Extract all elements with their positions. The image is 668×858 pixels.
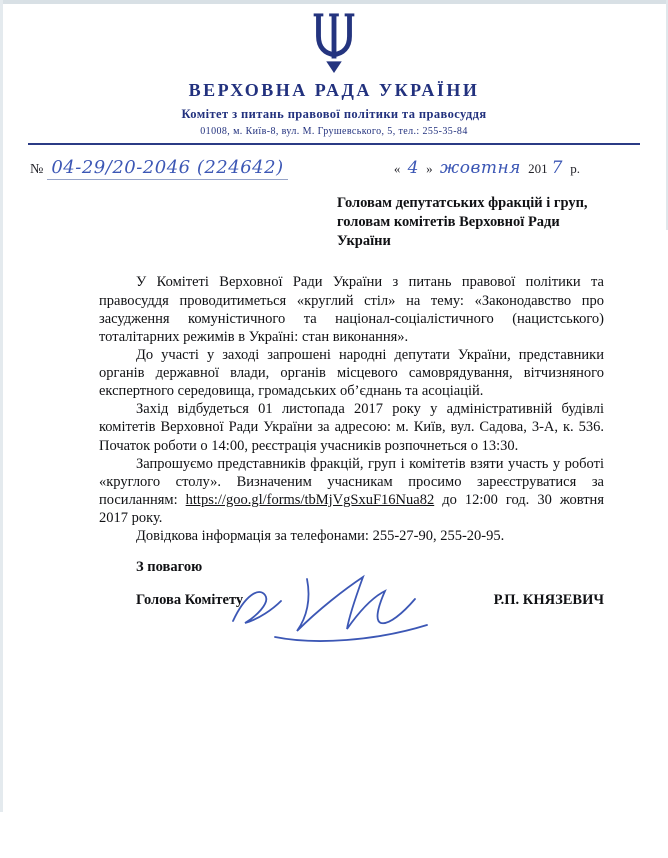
- document-date: [394, 158, 580, 178]
- year-suffix: р.: [570, 161, 580, 176]
- date-quote-close: »: [426, 161, 433, 176]
- organization-name: ВЕРХОВНА РАДА УКРАЇНИ: [188, 80, 480, 100]
- outgoing-number: [30, 157, 288, 178]
- paragraph-registration: [99, 455, 604, 528]
- addressee-line: головам комітетів Верховної Ради: [337, 214, 560, 231]
- scan-edge-artifact: [0, 0, 668, 4]
- number-sign: №: [30, 162, 44, 177]
- registration-link[interactable]: https://goo.gl/forms/tbMjVgSxuF16Nua82: [185, 491, 435, 508]
- ukraine-trident-emblem-icon: [0, 12, 668, 74]
- letterhead: [0, 0, 668, 145]
- paragraph-venue: Захід відбудеться 01 листопада 2017 року у адміністративній будівлі комітетів Верховної Ради України за адресою: м. Київ, вул. Садова, 3-А, к. 536. Початок роботи о 14:00, реєстрація учасників розпочнеться о 13:30.: [99, 401, 604, 454]
- handwritten-day: 4: [407, 158, 419, 178]
- paragraph-participants: До участі у заході запрошені народні депутати України, представники органів державної влади, органів місцевого самоврядування, вітчизняного експертного середовища, громадських об’єднань та асоціацій.: [99, 346, 604, 400]
- signer-name: Р.П. КНЯЗЕВИЧ: [493, 592, 604, 609]
- handwritten-year-digit: 7: [551, 158, 563, 178]
- addressee-line: України: [337, 233, 391, 250]
- addressee-block: [337, 194, 668, 251]
- closing-phrase: З повагою: [136, 559, 203, 576]
- address-line: 01008, м. Київ-8, вул. М. Грушевського, 5, тел.: 255-35-84: [200, 126, 468, 137]
- year-printed: 201: [528, 161, 548, 176]
- registration-text-after: до 12:00 год. 30 жовтня 2017 року.: [99, 491, 604, 526]
- date-quote-open: «: [393, 161, 401, 176]
- paragraph-topic: У Комітеті Верховної Ради України з питань правової політики та правосуддя проводитиметься «круглий стіл» на тему: «Законодавство про засудження комуністичного та націонал-соціалістичного (нацистського) тоталітарних режимів в Україні: стан виконання».: [99, 274, 604, 345]
- registration-text-before: Запрошуємо представників фракцій, груп і комітетів взяти участь у роботі «круглого столу». Визначеним учасникам просимо зареєструватися за посиланням:: [99, 455, 604, 508]
- signature-block: [0, 559, 668, 609]
- reference-row: [0, 145, 668, 178]
- handwritten-month: жовтня: [439, 158, 521, 178]
- addressee-line: Головам депутатських фракцій і груп,: [337, 195, 588, 211]
- paragraph-contacts: Довідкова інформація за телефонами: 255-27-90, 255-20-95.: [136, 528, 505, 545]
- letter-body: [0, 273, 668, 545]
- committee-name: Комітет з питань правової політики та правосуддя: [181, 107, 487, 121]
- signature-row: [136, 592, 604, 609]
- handwritten-signature: [215, 565, 465, 655]
- handwritten-ref-number: 04-29/20-2046 (224642): [47, 157, 287, 180]
- signer-title: Голова Комітету: [136, 592, 244, 609]
- scan-edge-artifact: [0, 0, 3, 812]
